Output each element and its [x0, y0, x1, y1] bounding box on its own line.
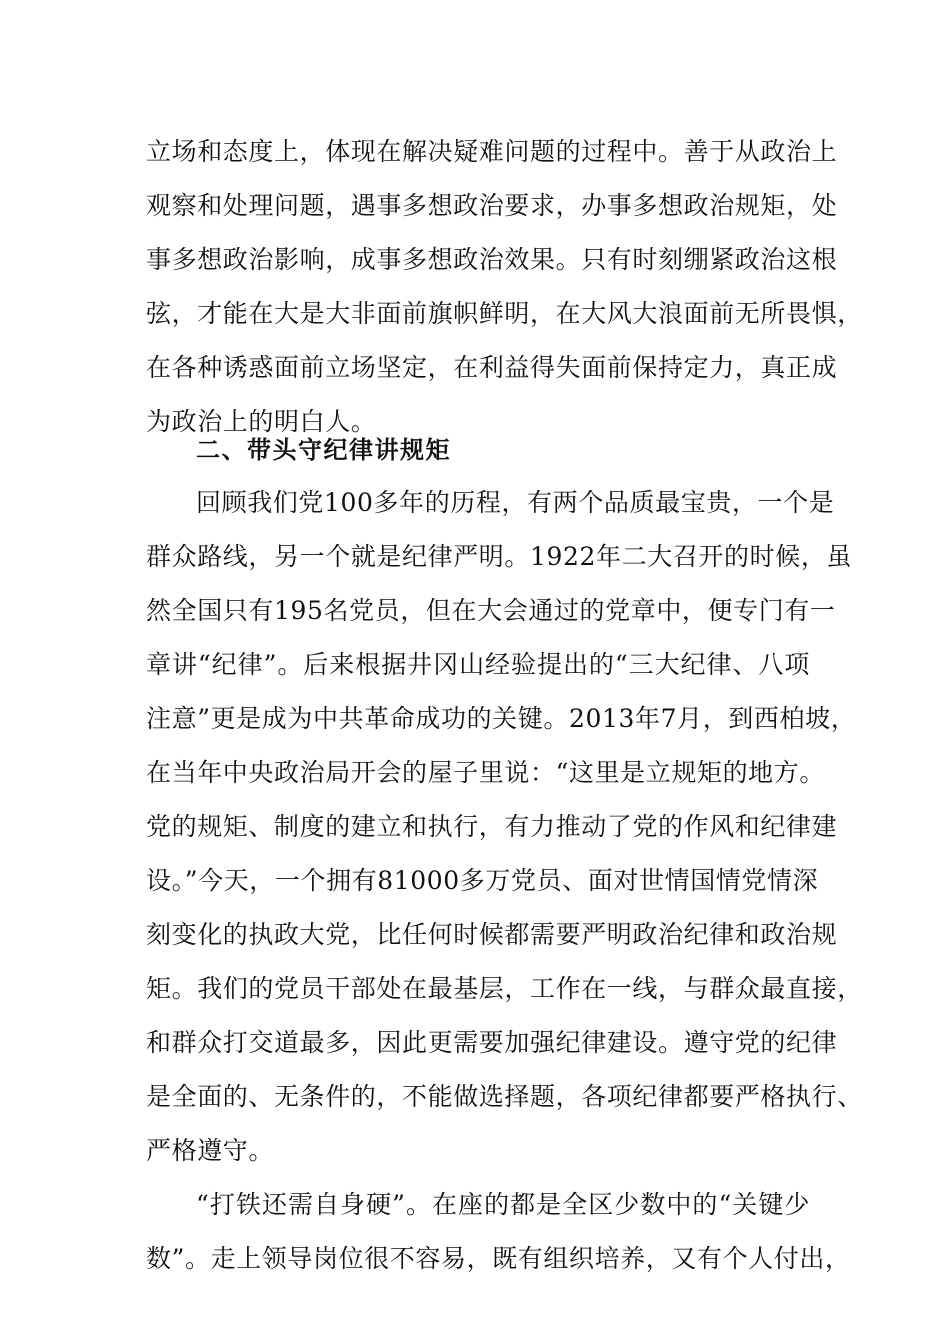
paragraph-line: 为政治上的明白人。	[146, 407, 377, 436]
paragraph-line: 在各种诱惑面前立场坚定，在利益得失面前保持定力，真正成	[146, 353, 838, 382]
paragraph-line: 数”。走上领导岗位很不容易，既有组织培养，又有个人付出，	[146, 1244, 851, 1273]
paragraph-line: 是全面的、无条件的，不能做选择题，各项纪律都要严格执行、	[146, 1082, 863, 1111]
paragraph-line: 回顾我们党100多年的历程，有两个品质最宝贵，一个是	[196, 488, 835, 517]
paragraph-line: 矩。我们的党员干部处在最基层，工作在一线，与群众最直接，	[146, 974, 863, 1003]
paragraph-line: 设。”今天，一个拥有81000多万党员、面对世情国情党情深	[146, 866, 819, 895]
paragraph-line: 群众路线，另一个就是纪律严明。1922年二大召开的时候，虽	[146, 542, 853, 571]
section-heading: 二、带头守纪律讲规矩	[196, 436, 451, 464]
paragraph-line: 和群众打交道最多，因此更需要加强纪律建设。遵守党的纪律	[146, 1028, 838, 1057]
paragraph-line: 弦，才能在大是大非面前旗帜鲜明，在大风大浪面前无所畏惧，	[146, 299, 863, 328]
paragraph-line: 党的规矩、制度的建立和执行，有力推动了党的作风和纪律建	[146, 812, 838, 841]
paragraph-line: 在当年中央政治局开会的屋子里说：“这里是立规矩的地方。	[146, 758, 825, 787]
paragraph-line: 注意”更是成为中共革命成功的关键。2013年7月，到西柏坡，	[146, 704, 857, 733]
paragraph-line: 严格遵守。	[146, 1136, 275, 1165]
paragraph-line: 观察和处理问题，遇事多想政治要求，办事多想政治规矩，处	[146, 191, 838, 220]
paragraph-line: 然全国只有195名党员，但在大会通过的党章中，便专门有一	[146, 596, 836, 625]
paragraph-line: 章讲“纪律”。后来根据井冈山经验提出的“三大纪律、八项	[146, 650, 810, 679]
paragraph-line: 立场和态度上，体现在解决疑难问题的过程中。善于从政治上	[146, 137, 838, 166]
paragraph-line: 事多想政治影响，成事多想政治效果。只有时刻绷紧政治这根	[146, 245, 838, 274]
paragraph-line: “打铁还需自身硬”。在座的都是全区少数中的“关键少	[196, 1190, 810, 1219]
paragraph-line: 刻变化的执政大党，比任何时候都需要严明政治纪律和政治规	[146, 920, 838, 949]
